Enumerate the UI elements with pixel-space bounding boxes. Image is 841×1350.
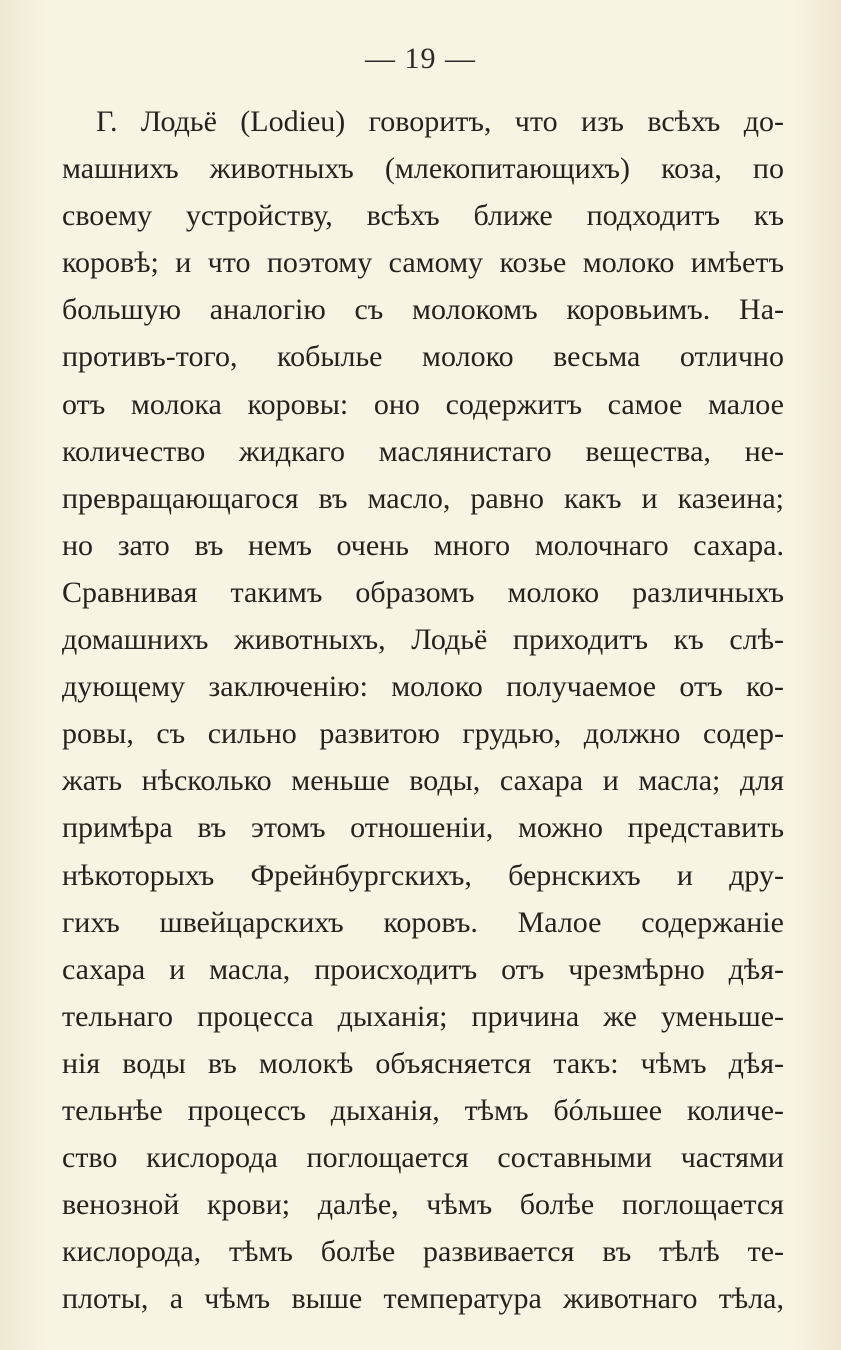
text-line: количество жидкаго маслянистаго вещества, не- <box>62 434 784 468</box>
text-line: большую аналогію съ молокомъ коровьимъ. На- <box>62 293 784 327</box>
text-line: кислорода, тѣмъ болѣе развивается въ тѣлѣ те- <box>62 1235 784 1269</box>
text-line: Сравнивая такимъ образомъ молоко различныхъ <box>62 575 784 609</box>
text-line: тельнаго процесса дыханія; причина же уменьше- <box>62 999 784 1033</box>
body-text <box>62 98 784 1322</box>
text-line: нѣкоторыхъ Фрейнбургскихъ, бернскихъ и дру- <box>62 858 784 892</box>
text-line: но зато въ немъ очень много молочнаго сахара. <box>62 528 784 562</box>
text-line: коровѣ; и что поэтому самому козье молоко имѣетъ <box>62 246 784 280</box>
page-number: — 19 — <box>365 42 476 75</box>
text-line: примѣра въ этомъ отношеніи, можно представить <box>62 811 784 845</box>
text-line: сахара и масла, происходитъ отъ чрезмѣрно дѣя- <box>62 952 784 986</box>
text-line: дующему заключенію: молоко получаемое отъ ко- <box>62 670 784 704</box>
text-line: ство кислорода поглощается составными частями <box>62 1141 784 1175</box>
text-line: Г. Лодьё (Lodieu) говоритъ, что изъ всѣхъ до- <box>96 105 784 138</box>
text-line: гихъ швейцарскихъ коровъ. Малое содержаніе <box>62 905 784 939</box>
text-line: тельнѣе процессъ дыханія, тѣмъ бóльшее количе- <box>62 1093 784 1127</box>
text-line: нія воды въ молокѣ объясняется такъ: чѣмъ дѣя- <box>62 1046 784 1080</box>
text-line: ровы, съ сильно развитою грудью, должно содер- <box>62 717 784 751</box>
text-line: отъ молока коровы: оно содержитъ самое малое <box>62 387 784 421</box>
text-line: венозной крови; далѣе, чѣмъ болѣе поглощается <box>62 1188 784 1222</box>
text-line: плоты, а чѣмъ выше температура животнаго тѣла, <box>62 1282 784 1316</box>
text-line: машнихъ животныхъ (млекопитающихъ) коза, по <box>62 152 784 186</box>
text-line: противъ-того, кобылье молоко весьма отлично <box>62 340 784 374</box>
text-line: превращающагося въ масло, равно какъ и казеина; <box>62 481 784 515</box>
text-line: жать нѣсколько меньше воды, сахара и масла; для <box>62 764 784 798</box>
text-line: своему устройству, всѣхъ ближе подходитъ къ <box>62 199 784 233</box>
text-line: домашнихъ животныхъ, Лодьё приходитъ къ слѣ- <box>62 623 784 657</box>
